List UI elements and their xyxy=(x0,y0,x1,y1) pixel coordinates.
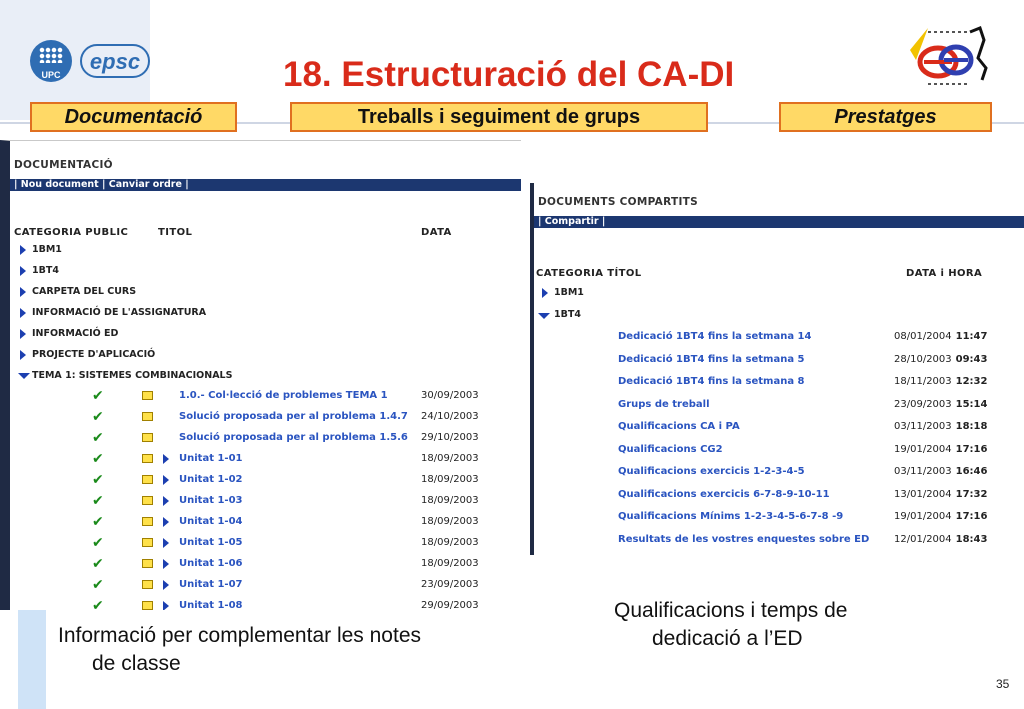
document-link[interactable]: Qualificacions Mínims 1-2-3-4-5-6-7-8 -9 xyxy=(618,511,844,522)
document-link[interactable]: Unitat 1-05 xyxy=(179,537,243,548)
tab-documentacio[interactable]: Documentació xyxy=(30,102,237,132)
column-header-data: DATA xyxy=(421,227,452,238)
document-time: 17:32 xyxy=(955,488,988,500)
document-date: 24/10/2003 xyxy=(421,411,479,422)
document-time: 18:43 xyxy=(955,533,988,545)
document-icon[interactable] xyxy=(142,559,153,568)
category-item[interactable]: CARPETA DEL CURS xyxy=(32,286,137,297)
document-time: 17:16 xyxy=(955,511,988,522)
caption-accent-bar xyxy=(18,610,46,709)
document-datetime xyxy=(894,466,987,477)
document-time: 15:14 xyxy=(955,398,988,410)
document-date: 30/09/2003 xyxy=(421,390,479,401)
document-link[interactable]: Solució proposada per al problema 1.5.6 xyxy=(179,432,408,443)
document-date: 18/09/2003 xyxy=(421,537,479,548)
category-item[interactable]: INFORMACIÓ ED xyxy=(32,328,119,339)
expand-triangle-icon[interactable] xyxy=(20,266,26,276)
document-link[interactable]: Unitat 1-04 xyxy=(179,516,243,527)
document-datetime xyxy=(894,331,987,342)
document-icon[interactable] xyxy=(142,412,153,421)
document-date: 13/01/2004 xyxy=(894,488,952,500)
expand-triangle-icon[interactable] xyxy=(163,559,169,569)
document-link[interactable]: Dedicació 1BT4 fins la setmana 5 xyxy=(618,353,805,365)
expand-triangle-icon[interactable] xyxy=(163,517,169,527)
document-date: 03/11/2003 xyxy=(894,466,952,477)
document-time: 18:18 xyxy=(955,421,988,432)
expand-triangle-icon[interactable] xyxy=(163,538,169,548)
document-link[interactable]: Resultats de les vostres enquestes sobre ED xyxy=(618,533,870,545)
document-icon[interactable] xyxy=(142,538,153,547)
document-datetime xyxy=(894,399,987,410)
document-date: 23/09/2003 xyxy=(894,398,952,410)
public-check-icon: ✔ xyxy=(92,430,104,446)
document-datetime xyxy=(894,489,987,500)
document-icon[interactable] xyxy=(142,391,153,400)
slide-title: 18. Estructuració del CA-DI xyxy=(283,55,735,94)
document-date: 12/01/2004 xyxy=(894,533,952,545)
caption-line: de classe xyxy=(92,652,181,675)
document-link[interactable]: Qualificacions CG2 xyxy=(618,443,723,455)
panel-title: DOCUMENTACIÓ xyxy=(14,159,113,171)
document-link[interactable]: Qualificacions exercicis 6-7-8-9-10-11 xyxy=(618,488,830,500)
document-datetime xyxy=(894,376,987,387)
documentacio-panel xyxy=(0,140,521,610)
column-header-data-hora: DATA i HORA xyxy=(906,268,983,279)
column-header-categoria: CATEGORIA PUBLIC xyxy=(14,227,129,238)
category-item[interactable]: 1BM1 xyxy=(32,244,62,255)
panel-toolbar[interactable]: | Nou document | Canviar ordre | xyxy=(10,179,521,191)
category-item[interactable]: 1BT4 xyxy=(554,309,581,320)
expand-triangle-icon[interactable] xyxy=(20,350,26,360)
document-date: 23/09/2003 xyxy=(421,579,479,590)
category-item[interactable]: TEMA 1: SISTEMES COMBINACIONALS xyxy=(32,370,233,381)
document-date: 28/10/2003 xyxy=(894,353,952,365)
document-link[interactable]: Unitat 1-06 xyxy=(179,558,243,569)
document-datetime xyxy=(894,444,987,455)
document-date: 18/09/2003 xyxy=(421,474,479,485)
category-item[interactable]: INFORMACIÓ DE L'ASSIGNATURA xyxy=(32,307,207,318)
public-check-icon: ✔ xyxy=(92,451,104,467)
expand-triangle-icon[interactable] xyxy=(163,601,169,610)
tab-treballs-seguiment[interactable]: Treballs i seguiment de grups xyxy=(290,102,708,132)
document-date: 19/01/2004 xyxy=(894,443,952,455)
expand-triangle-icon[interactable] xyxy=(20,308,26,318)
document-link[interactable]: Solució proposada per al problema 1.4.7 xyxy=(179,411,408,422)
document-time: 12:32 xyxy=(955,376,988,387)
document-date: 19/01/2004 xyxy=(894,511,952,522)
document-date: 03/11/2003 xyxy=(894,421,952,432)
document-datetime xyxy=(894,511,987,522)
document-icon[interactable] xyxy=(142,496,153,505)
document-datetime xyxy=(894,354,987,365)
expand-triangle-icon[interactable] xyxy=(163,454,169,464)
documents-compartits-panel xyxy=(530,183,1024,555)
document-icon[interactable] xyxy=(142,433,153,442)
document-link[interactable]: Dedicació 1BT4 fins la setmana 14 xyxy=(618,331,812,342)
document-datetime xyxy=(894,534,987,545)
category-item[interactable]: 1BM1 xyxy=(554,287,584,298)
document-datetime xyxy=(894,421,987,432)
panel-title: DOCUMENTS COMPARTITS xyxy=(538,196,699,208)
document-link[interactable]: Unitat 1-02 xyxy=(179,474,243,485)
caption-line: Informació per complementar les notes xyxy=(58,624,421,647)
document-date: 18/09/2003 xyxy=(421,453,479,464)
public-check-icon: ✔ xyxy=(92,535,104,551)
tab-prestatges[interactable]: Prestatges xyxy=(779,102,992,132)
caption-line: Qualificacions i temps de xyxy=(614,599,848,622)
document-time: 09:43 xyxy=(955,353,988,365)
collapse-triangle-icon[interactable] xyxy=(18,373,30,379)
public-check-icon: ✔ xyxy=(92,409,104,425)
expand-triangle-icon[interactable] xyxy=(20,287,26,297)
caption-right xyxy=(614,597,914,653)
document-icon[interactable] xyxy=(142,454,153,463)
public-check-icon: ✔ xyxy=(92,514,104,530)
document-date: 18/09/2003 xyxy=(421,495,479,506)
document-date: 08/01/2004 xyxy=(894,331,952,342)
panel-toolbar[interactable]: | Compartir | xyxy=(534,216,1024,228)
document-link[interactable]: Unitat 1-01 xyxy=(179,453,243,464)
expand-triangle-icon[interactable] xyxy=(542,288,548,298)
page-number: 35 xyxy=(996,677,1010,691)
public-check-icon: ✔ xyxy=(92,556,104,572)
caption-left xyxy=(58,622,498,678)
public-check-icon: ✔ xyxy=(92,493,104,509)
document-time: 11:47 xyxy=(955,331,988,342)
expand-triangle-icon[interactable] xyxy=(163,496,169,506)
document-link[interactable]: Unitat 1-03 xyxy=(179,495,243,506)
public-check-icon: ✔ xyxy=(92,577,104,593)
expand-triangle-icon[interactable] xyxy=(20,329,26,339)
public-check-icon: ✔ xyxy=(92,388,104,404)
document-icon[interactable] xyxy=(142,517,153,526)
document-link[interactable]: Grups de treball xyxy=(618,398,710,410)
epsc-logo: epsc xyxy=(80,44,150,78)
column-header-titol: TITOL xyxy=(158,227,193,238)
expand-triangle-icon[interactable] xyxy=(163,580,169,590)
document-icon[interactable] xyxy=(142,580,153,589)
document-link[interactable]: Unitat 1-07 xyxy=(179,579,243,590)
document-link[interactable]: Qualificacions CA i PA xyxy=(618,421,740,432)
expand-triangle-icon[interactable] xyxy=(20,245,26,255)
document-date: 29/09/2003 xyxy=(421,600,479,610)
column-header-categoria-titol: CATEGORIA TÍTOL xyxy=(536,268,642,279)
document-date: 18/09/2003 xyxy=(421,516,479,527)
document-date: 29/10/2003 xyxy=(421,432,479,443)
document-time: 16:46 xyxy=(955,466,988,477)
expand-triangle-icon[interactable] xyxy=(163,475,169,485)
upc-logo: UPC xyxy=(30,40,72,82)
document-time: 17:16 xyxy=(955,443,988,455)
document-icon[interactable] xyxy=(142,475,153,484)
document-date: 18/09/2003 xyxy=(421,558,479,569)
document-icon[interactable] xyxy=(142,601,153,610)
category-item[interactable]: PROJECTE D'APLICACIÓ xyxy=(32,349,156,360)
public-check-icon: ✔ xyxy=(92,598,104,610)
caption-line: dedicació a l’ED xyxy=(652,627,803,650)
document-link[interactable]: Unitat 1-08 xyxy=(179,600,243,610)
document-link[interactable]: 1.0.- Col·lecció de problemes TEMA 1 xyxy=(179,390,388,401)
ee-logo xyxy=(898,20,993,90)
category-item[interactable]: 1BT4 xyxy=(32,265,59,276)
public-check-icon: ✔ xyxy=(92,472,104,488)
document-link[interactable]: Dedicació 1BT4 fins la setmana 8 xyxy=(618,376,805,387)
document-link[interactable]: Qualificacions exercicis 1-2-3-4-5 xyxy=(618,466,805,477)
document-date: 18/11/2003 xyxy=(894,376,952,387)
collapse-triangle-icon[interactable] xyxy=(538,313,550,319)
